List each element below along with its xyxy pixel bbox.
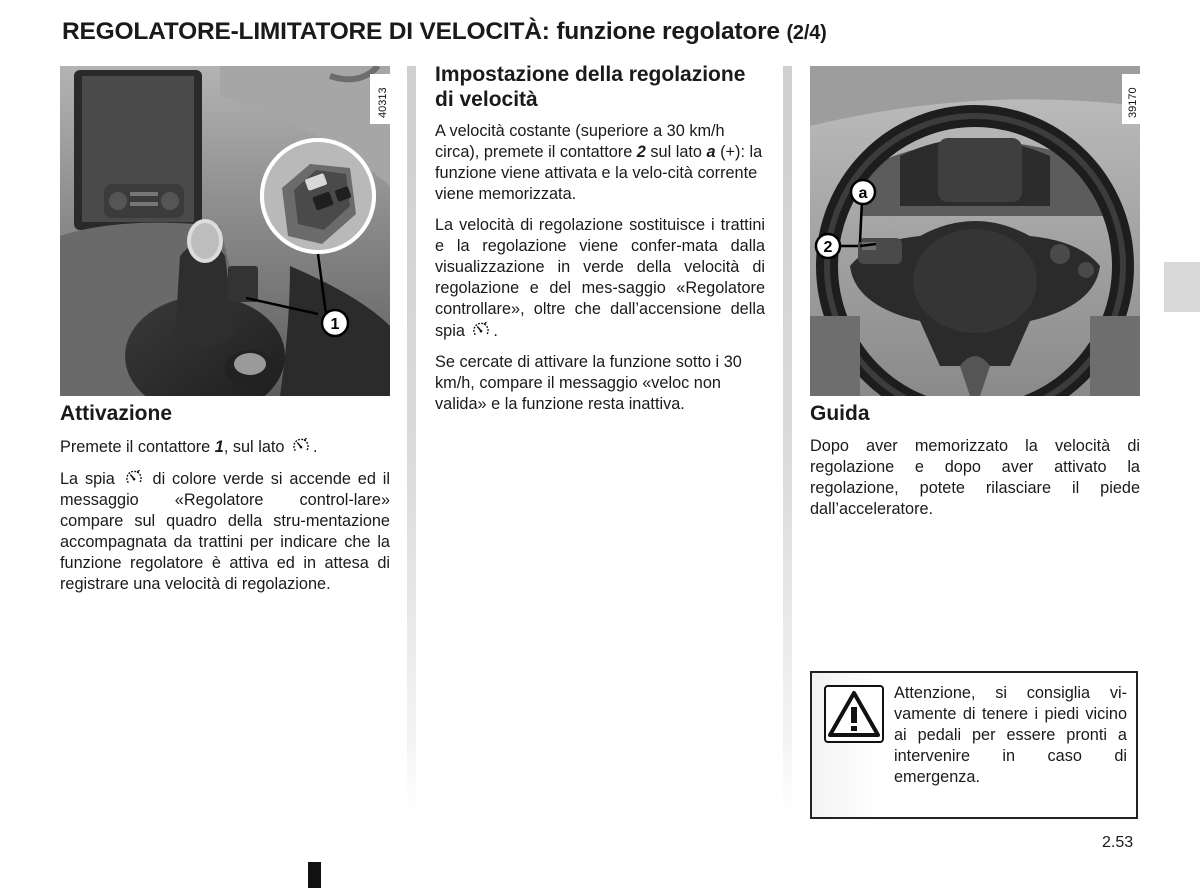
section-heading-attivazione: Attivazione: [60, 402, 173, 425]
switch-side-letter: a: [706, 143, 716, 161]
print-mark: [308, 862, 321, 888]
wheel-callout-a: a: [858, 185, 868, 202]
console-photo: [60, 66, 390, 396]
switch-number: 1: [214, 438, 224, 456]
page-title-part: (2/4): [786, 22, 827, 44]
cruise-control-icon: [291, 436, 311, 456]
section-body-guida: [810, 436, 1140, 530]
section-heading-guida: Guida: [810, 402, 870, 425]
cruise-control-icon: [124, 468, 144, 488]
attivazione-paragraph-1: Premete il contattore 1, sul lato .: [60, 438, 318, 456]
warning-box: [810, 671, 1138, 819]
warning-text: Attenzione, si consiglia vi-vamente di tenere i piedi vicino ai pedali per essere pronti a intervenire in caso di emergenza.: [894, 684, 1127, 786]
chapter-tab: [1164, 262, 1200, 312]
console-photo-code: 40313: [377, 87, 389, 118]
column-separator: [783, 66, 792, 816]
guida-paragraph-1: Dopo aver memorizzato la velocità di regolazione e dopo aver attivato la regolazione, potete rilasciare il piede dall’acceleratore.: [810, 437, 1140, 518]
page-number: 2.53: [1102, 834, 1134, 851]
section-heading-impostazione: Impostazione della regolazione di velocità: [435, 63, 746, 111]
wheel-callout-2: 2: [823, 239, 833, 256]
attivazione-paragraph-2: La spia di colore verde si accende ed il messaggio «Regolatore control-lare» compare sul quadro della stru-mentazione accompagnata da trattini per indicare che la funzione regolatore è attiva ed in attesa di registrare una velocità di regolazione.: [60, 470, 390, 593]
impostazione-paragraph-2: La velocità di regolazione sostituisce i trattini e la regolazione viene confer-mata dalla visualizzazione in verde della velocità di regolazione e del mes-saggio «Regolatore controllare», oltre che dall’accensione della spia .: [435, 216, 765, 340]
switch-number: 2: [636, 143, 646, 161]
impostazione-paragraph-1: A velocità costante (superiore a 30 km/h circa), premete il contattore 2 sul lato a (+): la funzione viene attivata e la velo-cità corrente viene memorizzata.: [435, 122, 763, 203]
console-callout-1: 1: [330, 316, 340, 333]
page-title: [62, 18, 1142, 46]
wheel-photo-code: 39170: [1127, 87, 1139, 118]
impostazione-paragraph-3: Se cercate di attivare la funzione sotto i 30 km/h, compare il messaggio «veloc non valida» e la funzione resta inattiva.: [435, 353, 742, 413]
steering-wheel-photo: [810, 66, 1140, 396]
section-body-impostazione: [435, 121, 765, 425]
cruise-control-icon: [471, 320, 491, 340]
section-body-attivazione: [60, 436, 390, 605]
page-title-text: REGOLATORE-LIMITATORE DI VELOCITÀ: funzione regolatore: [62, 18, 780, 45]
column-separator: [407, 66, 416, 816]
